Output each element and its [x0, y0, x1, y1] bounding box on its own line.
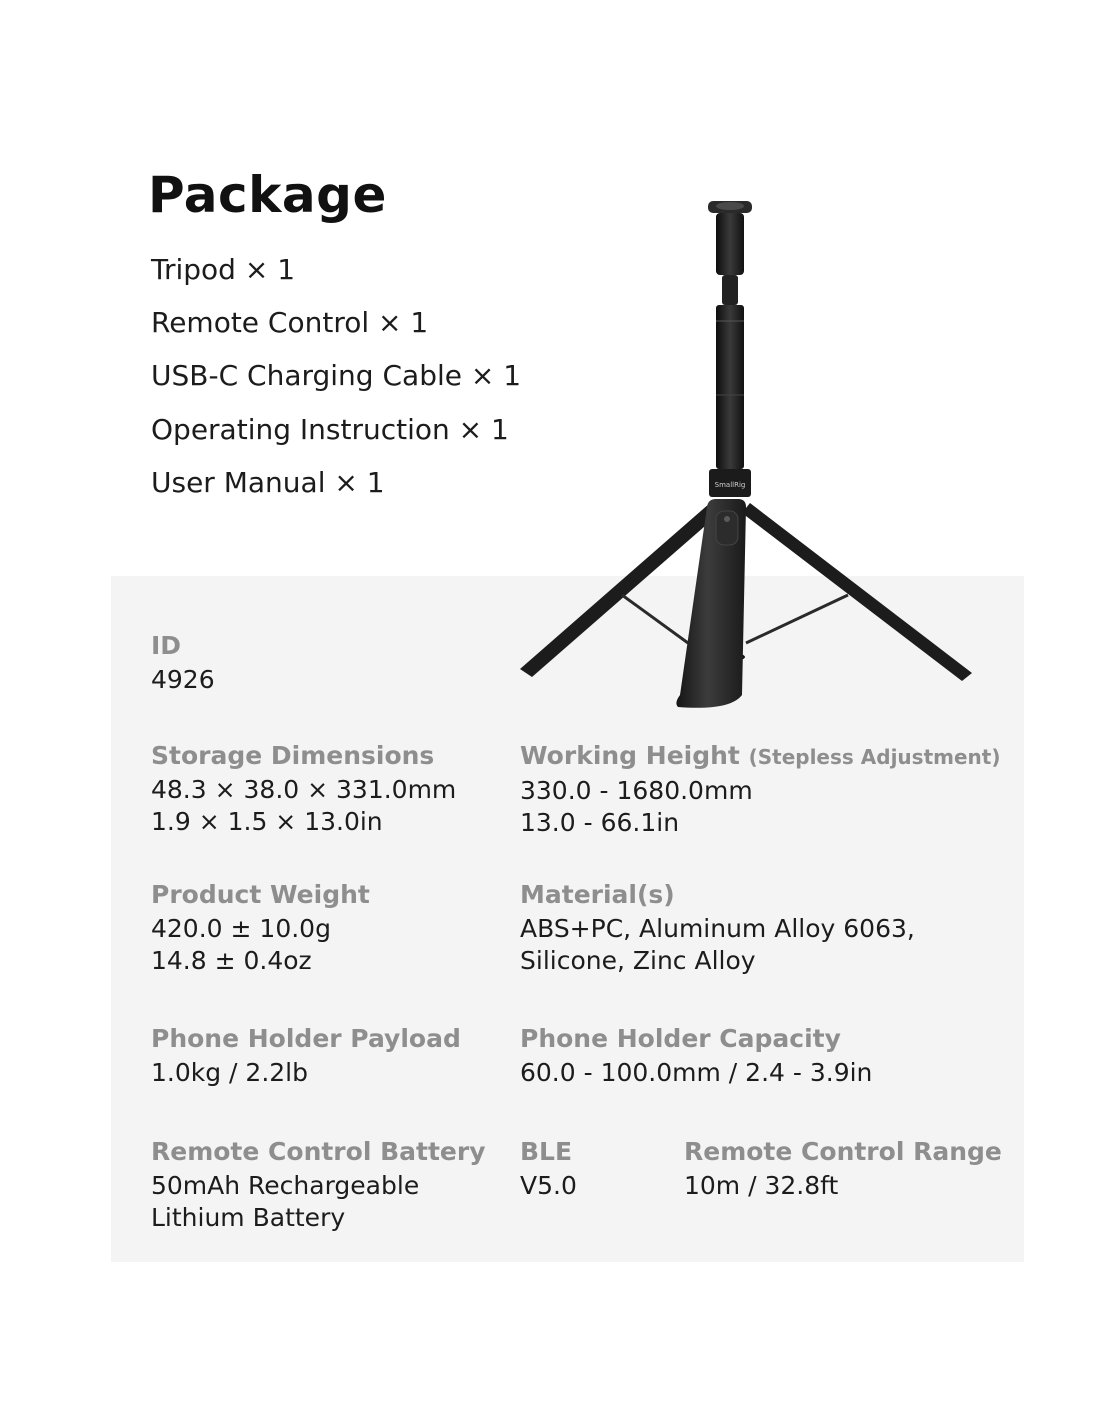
spec-storage-dimensions-label: Storage Dimensions	[151, 741, 435, 770]
package-item-user-manual: User Manual × 1	[151, 465, 385, 499]
package-item-charging-cable: USB-C Charging Cable × 1	[151, 359, 522, 393]
package-item-remote-control: Remote Control × 1	[151, 306, 429, 340]
spec-remote-control-range	[684, 1134, 1002, 1202]
spec-working-height-value-in: 13.0 - 66.1in	[520, 808, 680, 837]
spec-materials-value-line2: Silicone, Zinc Alloy	[520, 946, 756, 975]
spec-remote-control-battery	[151, 1134, 486, 1234]
spec-product-weight-label: Product Weight	[151, 880, 370, 909]
spec-phone-holder-payload-label: Phone Holder Payload	[151, 1024, 461, 1053]
spec-ble-label: BLE	[520, 1137, 573, 1166]
spec-phone-holder-capacity-value: 60.0 - 100.0mm / 2.4 - 3.9in	[520, 1058, 873, 1087]
spec-ble-value: V5.0	[520, 1171, 577, 1200]
spec-materials	[520, 877, 915, 977]
spec-storage-dimensions-value-in: 1.9 × 1.5 × 13.0in	[151, 807, 383, 836]
spec-storage-dimensions	[151, 738, 456, 838]
spec-remote-control-battery-value-line1: 50mAh Rechargeable	[151, 1171, 420, 1200]
spec-product-weight-value-g: 420.0 ± 10.0g	[151, 914, 331, 943]
tripod-illustration	[510, 195, 980, 715]
spec-id	[151, 628, 215, 696]
package-item-operating-instruction: Operating Instruction × 1	[151, 412, 509, 446]
spec-phone-holder-capacity-label: Phone Holder Capacity	[520, 1024, 841, 1053]
spec-materials-label: Material(s)	[520, 880, 675, 909]
spec-product-weight-value-oz: 14.8 ± 0.4oz	[151, 946, 312, 975]
spec-working-height-label	[520, 738, 1000, 775]
spec-working-height	[520, 738, 1000, 839]
spec-id-label: ID	[151, 631, 182, 660]
package-list	[151, 250, 521, 516]
spec-product-weight	[151, 877, 370, 977]
spec-phone-holder-payload	[151, 1021, 461, 1089]
spec-phone-holder-payload-value: 1.0kg / 2.2lb	[151, 1058, 308, 1087]
spec-materials-value-line1: ABS+PC, Aluminum Alloy 6063,	[520, 914, 915, 943]
spec-storage-dimensions-value-mm: 48.3 × 38.0 × 331.0mm	[151, 775, 457, 804]
tripod-product-image	[510, 195, 980, 715]
spec-ble	[520, 1134, 577, 1202]
spec-id-value: 4926	[151, 665, 215, 694]
spec-remote-control-battery-label: Remote Control Battery	[151, 1137, 486, 1166]
spec-remote-control-range-label: Remote Control Range	[684, 1137, 1002, 1166]
spec-remote-control-battery-value-line2: Lithium Battery	[151, 1203, 346, 1232]
spec-working-height-note: (Stepless Adjustment)	[748, 745, 1001, 769]
package-item-tripod: Tripod × 1	[151, 253, 296, 286]
spec-phone-holder-capacity	[520, 1021, 872, 1089]
spec-working-height-value-mm: 330.0 - 1680.0mm	[520, 776, 753, 805]
brand-label: SmallRig	[714, 481, 746, 489]
package-title: Package	[148, 166, 387, 224]
spec-working-height-title: Working Height	[520, 741, 740, 770]
spec-remote-control-range-value: 10m / 32.8ft	[684, 1171, 839, 1200]
